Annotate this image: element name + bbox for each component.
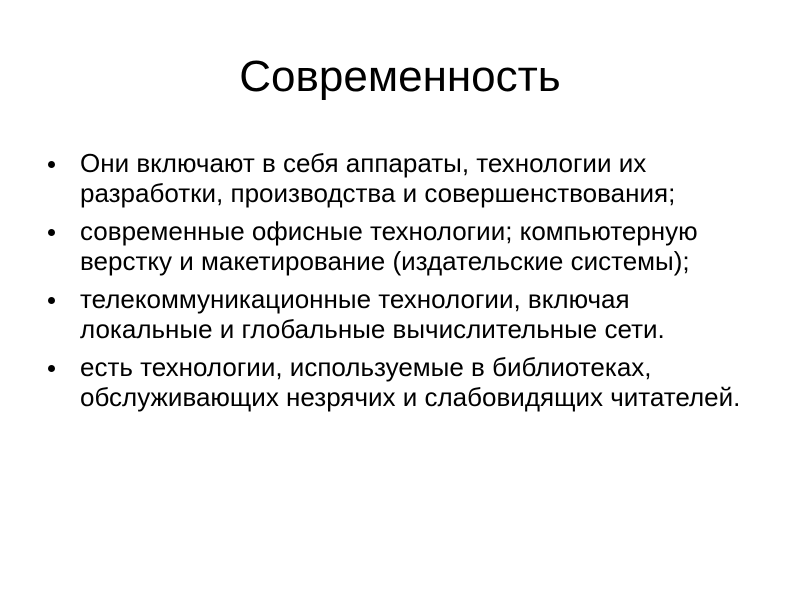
bullet-text: телекоммуникационные технологии, включая локальные и глобальные вычислительные сети. — [80, 284, 665, 344]
bullet-item — [40, 148, 760, 208]
slide-title: Современность — [239, 52, 561, 101]
bullet-item — [40, 284, 760, 344]
bullet-dot-icon — [48, 161, 55, 168]
bullet-item — [40, 352, 760, 412]
bullet-text: Они включают в себя аппараты, технологии их разработки, производства и совершенствования; — [80, 148, 676, 208]
bullet-dot-icon — [48, 297, 55, 304]
bullet-text: есть технологии, используемые в библиотеках, обслуживающих незрячих и слабовидящих читателей. — [80, 352, 741, 412]
bullet-item — [40, 216, 760, 276]
bullet-dot-icon — [48, 229, 55, 236]
bullet-dot-icon — [48, 365, 55, 372]
bullet-text: современные офисные технологии; компьютерную верстку и макетирование (издательские системы); — [80, 216, 698, 276]
bullet-list — [40, 148, 760, 420]
